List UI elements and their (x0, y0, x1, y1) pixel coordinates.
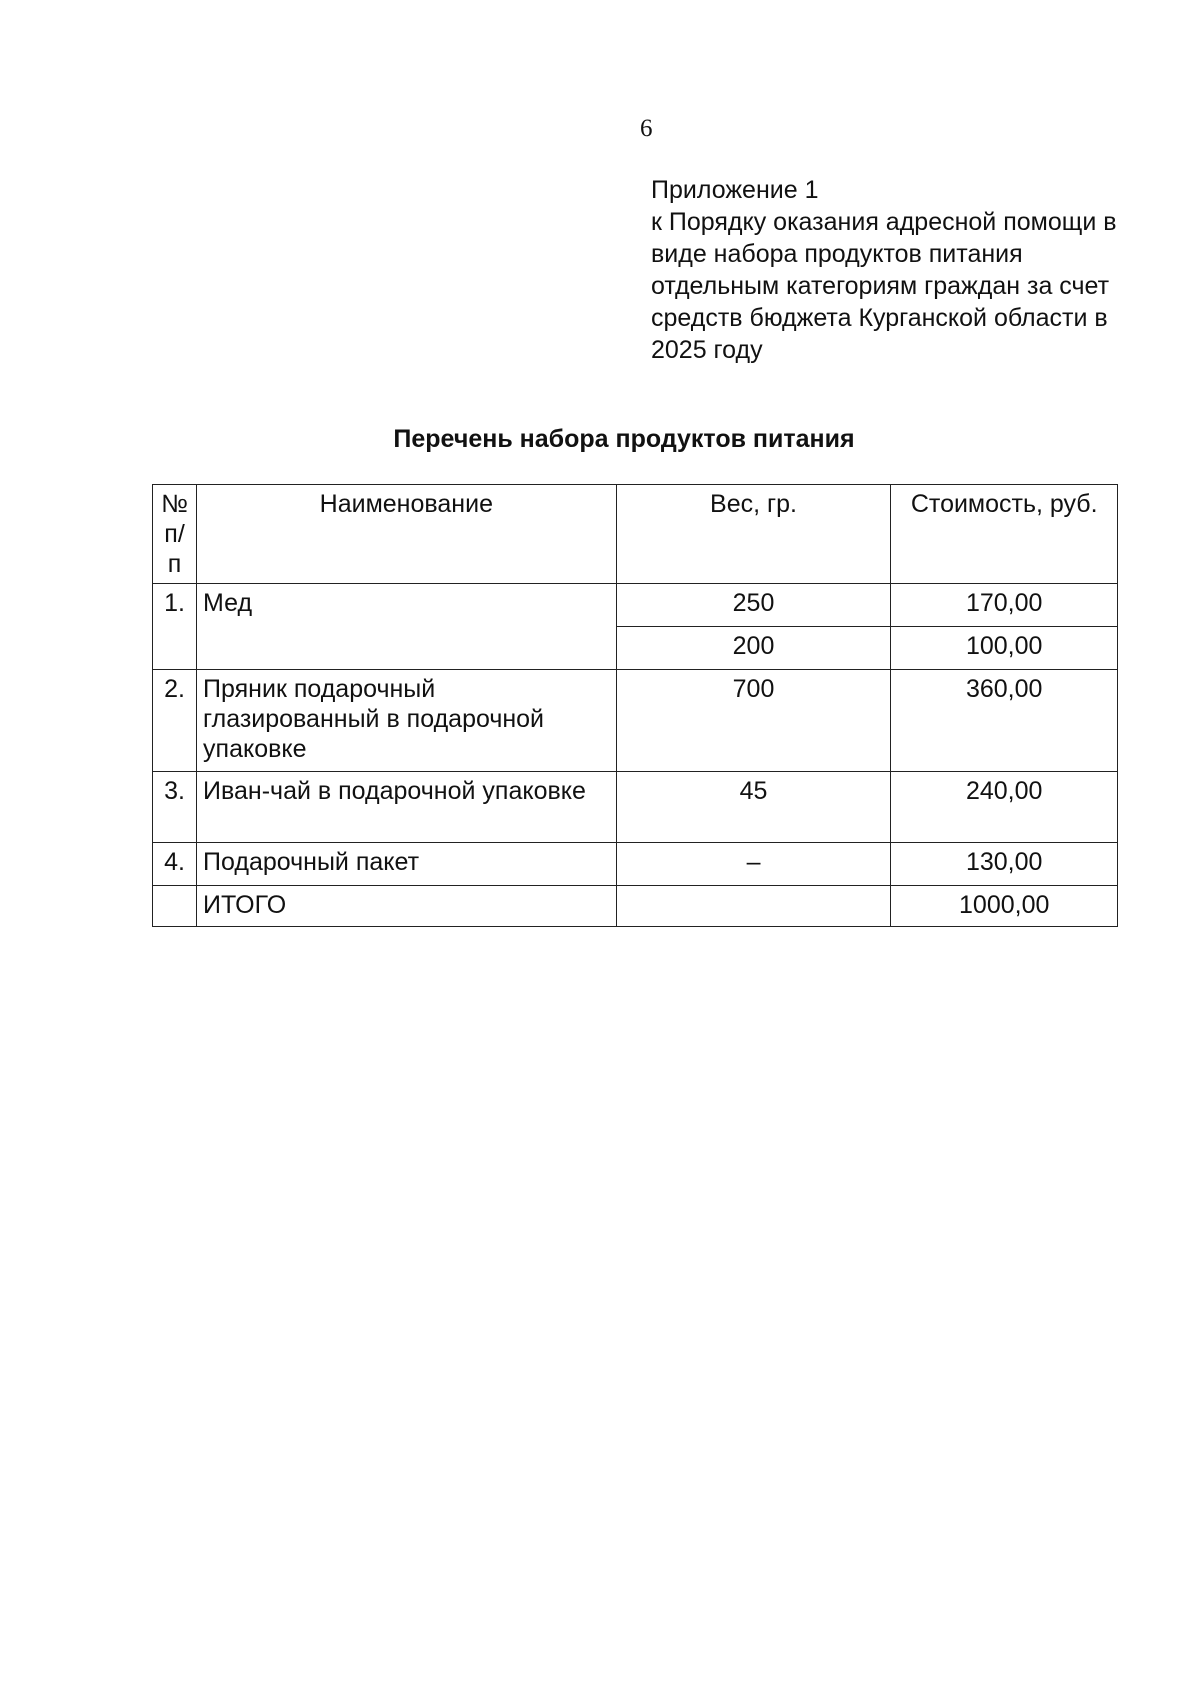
table-row (153, 584, 1118, 627)
total-weight (616, 886, 891, 927)
appendix-line: отдельным категориям граждан за счет (651, 272, 1110, 300)
row-weight: 700 (616, 670, 891, 772)
total-num-cell (153, 886, 197, 927)
header-weight: Вес, гр. (616, 485, 891, 584)
appendix-line: виде набора продуктов питания (651, 240, 1023, 268)
header-name: Наименование (197, 485, 617, 584)
header-num: № п/п (153, 485, 197, 584)
document-title (0, 424, 1200, 454)
row-weight: – (616, 843, 891, 886)
row-num: 4. (153, 843, 197, 886)
appendix-line: к Порядку оказания адресной помощи в (651, 208, 1117, 236)
table-header-row (153, 485, 1118, 584)
row-weight: 200 (616, 627, 891, 670)
document-title-text: Перечень набора продуктов питания (393, 425, 855, 453)
total-label: ИТОГО (197, 886, 617, 927)
row-name: Мед (197, 584, 617, 670)
row-num: 1. (153, 584, 197, 670)
row-cost: 360,00 (891, 670, 1118, 772)
table-row (153, 772, 1118, 843)
row-name: Подарочный пакет (197, 843, 617, 886)
appendix-line: 2025 году (651, 336, 763, 364)
row-name: Иван-чай в подарочной упаковке (197, 772, 617, 843)
row-cost: 240,00 (891, 772, 1118, 843)
appendix-line: средств бюджета Курганской области в (651, 304, 1108, 332)
header-cost: Стоимость, руб. (891, 485, 1118, 584)
row-name: Пряник подарочный глазированный в подарочной упаковке (197, 670, 617, 772)
products-table (152, 484, 1118, 927)
appendix-note (651, 174, 1151, 366)
row-weight: 250 (616, 584, 891, 627)
total-row (153, 886, 1118, 927)
row-cost: 100,00 (891, 627, 1118, 670)
page-number: 6 (640, 115, 653, 142)
appendix-line: Приложение 1 (651, 176, 819, 204)
row-num: 2. (153, 670, 197, 772)
row-cost: 170,00 (891, 584, 1118, 627)
row-weight: 45 (616, 772, 891, 843)
row-num: 3. (153, 772, 197, 843)
total-cost: 1000,00 (891, 886, 1118, 927)
table-row (153, 843, 1118, 886)
row-cost: 130,00 (891, 843, 1118, 886)
table-row (153, 670, 1118, 772)
